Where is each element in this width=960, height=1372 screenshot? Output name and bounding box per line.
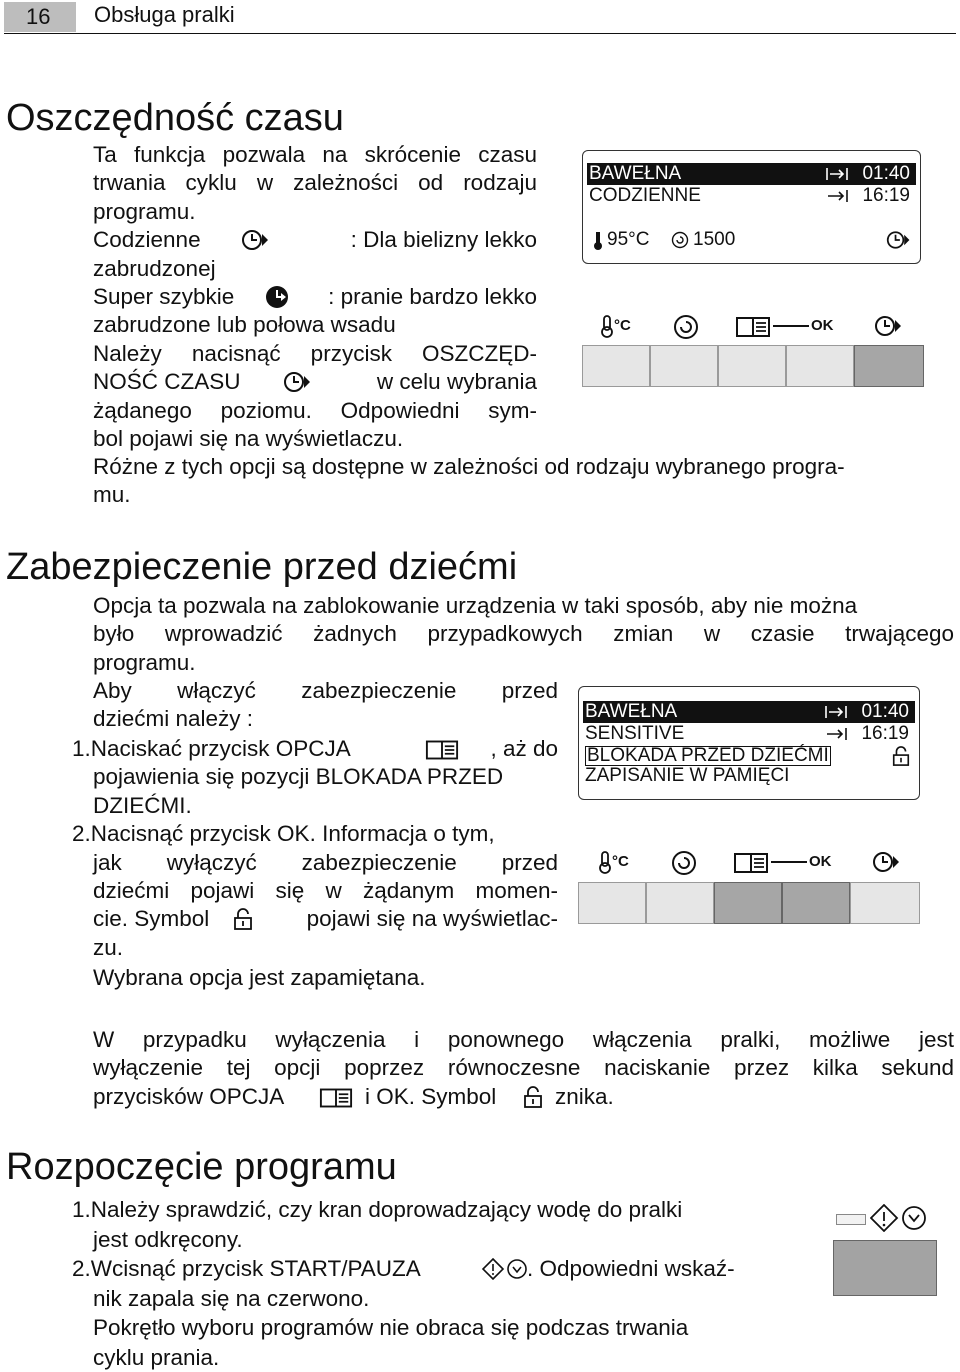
super-label: Super szybkie xyxy=(93,284,234,309)
lcd-display-child-lock xyxy=(578,686,920,800)
para-text: przycisków OPCJA xyxy=(93,1084,284,1109)
lcd-spin: 1500 xyxy=(693,229,735,251)
step2-text-b: pojawi się na wyświetlac- xyxy=(307,905,558,933)
child-lock-intro xyxy=(93,592,954,677)
temperature-button[interactable] xyxy=(582,345,650,387)
text-line: było wprowadzić żadnych przypadkowych zmian w czasie trwającego xyxy=(93,620,954,648)
lcd-row-child-lock xyxy=(583,745,915,767)
lcd-row-option xyxy=(583,723,915,745)
temperature-button[interactable] xyxy=(578,882,646,924)
super-quick-icon xyxy=(265,285,289,311)
section-heading-start-program: Rozpoczęcie programu xyxy=(6,1145,397,1189)
text-line: dziećmi pojawi się w żądanym momen- xyxy=(72,877,558,905)
option-ok-connector xyxy=(771,861,807,863)
text-line: bol pojawi się na wyświetlaczu. xyxy=(93,425,537,453)
step2-text-b: . Odpowiedni wskaź- xyxy=(527,1254,735,1284)
lcd-option: CODZIENNE xyxy=(589,185,701,207)
lcd-end-time: 16:19 xyxy=(861,723,909,745)
thermometer-icon xyxy=(593,231,603,257)
step2-text: cie. Symbol xyxy=(93,906,209,931)
text-line: jest odkręcony. xyxy=(72,1225,772,1255)
para-text-c: znika. xyxy=(555,1083,614,1111)
text-line: programu. xyxy=(93,198,537,226)
time-saving-button[interactable] xyxy=(850,882,920,924)
super-desc: : pranie bardzo lekko xyxy=(328,283,537,311)
text-line: cyklu prania. xyxy=(72,1343,772,1372)
text-line: Aby włączyć zabezpieczenie przed xyxy=(93,677,558,705)
spin-icon xyxy=(671,231,689,255)
lcd-row-program xyxy=(587,163,916,185)
lcd-option: SENSITIVE xyxy=(585,723,684,745)
temperature-symbol xyxy=(598,850,612,879)
lcd-row-settings xyxy=(587,229,916,251)
text-line: zu. xyxy=(72,934,558,962)
text-line: W przypadku wyłączenia i ponownego włączenia pralki, możliwe jest xyxy=(93,1026,954,1054)
option-button[interactable] xyxy=(718,345,786,387)
ok-button[interactable] xyxy=(782,882,850,924)
text-line: jak wyłączyć zabezpieczenie przed xyxy=(72,849,558,877)
spin-button[interactable] xyxy=(646,882,714,924)
time-saving-button[interactable] xyxy=(854,345,924,387)
lcd-program: BAWEŁNA xyxy=(585,701,677,723)
nalezy-line xyxy=(93,368,537,396)
text-line: zabrudzonej xyxy=(93,255,537,283)
control-buttons-child-lock xyxy=(578,882,920,924)
option-button[interactable] xyxy=(714,882,782,924)
book-icon xyxy=(319,1087,353,1111)
step2-symbol-line xyxy=(72,905,558,933)
text-line: dziećmi należy : xyxy=(93,705,558,733)
step1-text: 1.Naciskać przycisk OPCJA xyxy=(72,736,351,761)
nalezy-desc: w celu wybrania xyxy=(377,368,537,396)
codzienne-label: Codzienne xyxy=(93,227,201,252)
start-indicator-led xyxy=(836,1214,866,1225)
text-line: mu. xyxy=(93,481,953,509)
chapter-title: Obsługa pralki xyxy=(94,0,235,30)
start-pause-button[interactable] xyxy=(833,1240,937,1296)
child-lock-step-list xyxy=(72,735,558,993)
book-icon xyxy=(735,316,771,343)
section-heading-child-lock: Zabezpieczenie przed dziećmi xyxy=(6,545,517,589)
timer-icon xyxy=(283,370,313,396)
end-time-icon xyxy=(826,188,848,210)
start-pause-icon xyxy=(482,1258,530,1284)
spin-icon xyxy=(671,850,697,881)
options-availability-text xyxy=(93,453,953,510)
book-icon xyxy=(425,739,459,763)
option-ok-connector xyxy=(773,325,809,327)
step1-text-b: , aż do xyxy=(490,735,558,763)
celsius-label: °C xyxy=(614,317,631,334)
timer-icon xyxy=(886,229,912,257)
time-saving-text xyxy=(93,141,537,453)
text-line: programu. xyxy=(93,649,954,677)
lcd-row-memory xyxy=(583,765,915,787)
lcd-display-time-saving xyxy=(582,150,921,264)
text-line: trwania cyklu w zależności od rodzaju xyxy=(93,169,537,197)
ok-label: OK xyxy=(809,853,832,870)
text-line: DZIEĆMI. xyxy=(72,792,558,820)
text-line: 1.Należy sprawdzić, czy kran doprowadzający wodę do pralki xyxy=(72,1195,772,1225)
step1-line xyxy=(72,735,558,763)
text-line: 2.Nacisnąć przycisk OK. Informacja o tym, xyxy=(72,820,558,848)
codzienne-line xyxy=(93,226,537,254)
book-icon xyxy=(733,852,769,879)
text-line: Różne z tych opcji są dostępne w zależności od rodzaju wybranego progra- xyxy=(93,453,953,481)
text-line: pojawienia się pozycji BLOKADA PRZED xyxy=(72,763,558,791)
restart-paragraph xyxy=(93,1026,954,1111)
text-line: Należy nacisnąć przycisk OSZCZĘD- xyxy=(93,340,537,368)
button-name: NOŚĆ CZASU xyxy=(93,369,241,394)
text-line: nik zapala się na czerwono. xyxy=(72,1284,772,1314)
text-line: Ta funkcja pozwala na skrócenie czasu xyxy=(93,141,537,169)
lcd-end-time: 16:19 xyxy=(862,185,910,207)
ok-button[interactable] xyxy=(786,345,854,387)
lcd-program: BAWEŁNA xyxy=(589,163,681,185)
ok-label: OK xyxy=(811,317,834,334)
lcd-duration: 01:40 xyxy=(861,701,909,723)
text-line: żądanego poziomu. Odpowiedni sym- xyxy=(93,397,537,425)
para-text-b: i OK. Symbol xyxy=(365,1083,496,1111)
text-line: zabrudzone lub połowa wsadu xyxy=(93,311,537,339)
text-line: wyłączenie tej opcji poprzez równoczesne naciskanie przez kilka sekund xyxy=(93,1054,954,1082)
step2-text: 2.Wcisnąć przycisk START/PAUZA xyxy=(72,1256,421,1281)
temperature-symbol xyxy=(600,314,614,343)
spin-button[interactable] xyxy=(650,345,718,387)
spin-icon xyxy=(673,314,699,345)
step2-line xyxy=(72,1254,772,1284)
codzienne-desc: : Dla bielizny lekko xyxy=(351,226,537,254)
celsius-label: °C xyxy=(612,853,629,870)
control-buttons-time-saving xyxy=(582,345,924,387)
timer-icon xyxy=(874,313,904,344)
lcd-duration: 01:40 xyxy=(862,163,910,185)
lcd-row-program xyxy=(583,701,915,723)
lcd-temperature: 95°C xyxy=(607,229,649,251)
text-line: Opcja ta pozwala na zablokowanie urządzenia w taki sposób, aby nie można xyxy=(93,592,954,620)
timer-icon xyxy=(241,228,271,254)
text-line: Pokrętło wyboru programów nie obraca się podczas trwania xyxy=(72,1313,772,1343)
para-symbols-line xyxy=(93,1083,954,1111)
lcd-child-lock: BLOKADA PRZED DZIEĆMI xyxy=(585,746,831,766)
page-number: 16 xyxy=(4,2,76,32)
lock-icon xyxy=(523,1086,543,1111)
start-pause-icon xyxy=(870,1204,928,1237)
start-program-steps xyxy=(72,1195,772,1372)
lcd-row-option xyxy=(587,185,916,207)
lcd-memory: ZAPISANIE W PAMIĘCI xyxy=(585,765,789,787)
text-line: Wybrana opcja jest zapamiętana. xyxy=(72,964,558,992)
child-lock-steps xyxy=(93,677,558,734)
header-divider xyxy=(4,33,956,34)
section-heading-time-saving: Oszczędność czasu xyxy=(6,96,344,140)
super-line xyxy=(93,283,537,311)
lock-icon xyxy=(233,908,253,933)
timer-icon xyxy=(872,849,902,880)
